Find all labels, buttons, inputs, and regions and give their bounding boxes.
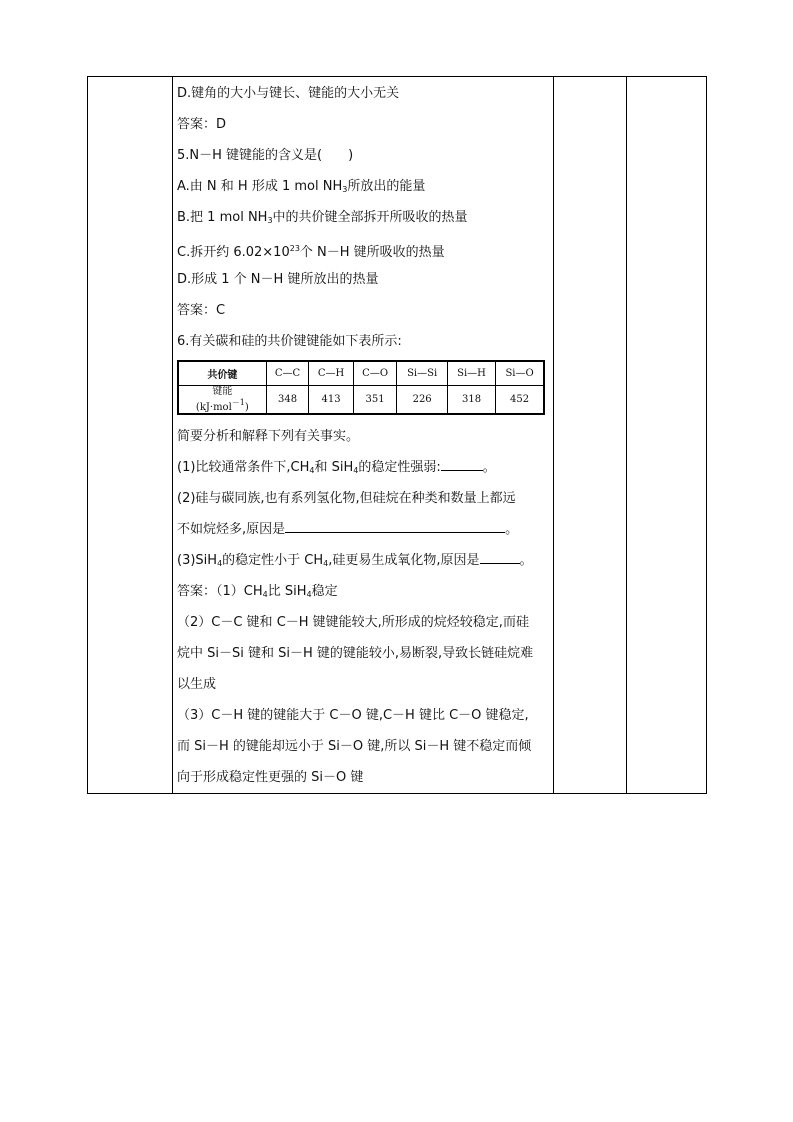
content-column [177, 78, 549, 793]
answer-blank [441, 456, 483, 471]
q5-option-c: C.拆开约 $6.02\times 10^{23}$个 N－H 键所吸收的热量 [177, 244, 445, 260]
energy-value: 318 [447, 385, 495, 414]
q6-part-3: (3)SiH$_4$的稳定性小于 $CH_4$,硅更易生成氧化物,原因是 。 [177, 545, 549, 576]
q6-answer-2-line1: （2）C－C 键和 C－H 键键能较大,所形成的烷烃较稳定,而硅 [177, 615, 529, 630]
q6-answer-2-line3: 以生成 [177, 677, 217, 692]
q5-answer: 答案：C [177, 303, 226, 318]
energy-value: 452 [496, 385, 544, 414]
bond-energy-row [178, 385, 544, 414]
q6-answer-3-line3: 向于形成稳定性更强的 Si－O 键 [177, 770, 364, 785]
column-divider [553, 77, 554, 793]
bond-header-label: 共价键 [178, 361, 266, 385]
q6-part-1: (1)比较通常条件下$,CH_4$和 SiH$_4$的稳定性强弱: 。 [177, 452, 549, 483]
q6-answer-3-line1: （3）C－H 键的键能大于 C－O 键,C－H 键比 C－O 键稳定, [177, 708, 529, 723]
bond-energy-table [177, 360, 545, 415]
bond-name: C—O [353, 361, 397, 385]
q5-option-a: A.由 N 和 H 形成 1 mol $NH_3$所放出的能量 [177, 179, 426, 194]
q6-answer-1: 答案：$(1)CH_4$比 SiH$_4$稳定 [177, 584, 338, 599]
bond-name: C—C [266, 361, 309, 385]
q4-option-d: D.键角的大小与键长、键能的大小无关 [177, 86, 400, 101]
energy-label: 键能 (kJ·mol$^{-1}$) [178, 385, 266, 414]
q5-stem: 5.N－H 键键能的含义是( ) [177, 148, 354, 163]
answer-blank [480, 549, 520, 564]
q6-part-2-line1: (2)硅与碳同族,也有系列氢化物,但硅烷在种类和数量上都远 [177, 491, 516, 506]
bond-name: C—H [309, 361, 353, 385]
q5-option-b: B.把 1 mol $NH_3$中的共价键全部拆开所吸收的热量 [177, 210, 468, 225]
q6-stem: 6.有关碳和硅的共价键键能如下表所示: [177, 334, 402, 349]
q6-prompt: 简要分析和解释下列有关事实。 [177, 429, 360, 444]
energy-value: 226 [397, 385, 447, 414]
q6-part-2-line2: 不如烷烃多,原因是 。 [177, 514, 549, 545]
q4-answer: 答案：D [177, 117, 227, 132]
q6-answer-3-line2: 而 Si－H 的键能却远小于 Si－O 键,所以 Si－H 键不稳定而倾 [177, 739, 532, 754]
bond-header-row [178, 361, 544, 385]
bond-name: Si—H [447, 361, 495, 385]
bond-name: Si—O [496, 361, 544, 385]
answer-blank [285, 518, 505, 533]
q5-option-d: D.形成 1 个 N－H 键所放出的热量 [177, 272, 379, 287]
energy-value: 348 [266, 385, 309, 414]
bond-name: Si—Si [397, 361, 447, 385]
q6-answer-2-line2: 烷中 Si－Si 键和 Si－H 键的键能较小,易断裂,导致长链硅烷难 [177, 646, 534, 661]
energy-value: 413 [309, 385, 353, 414]
column-divider [172, 77, 173, 793]
energy-value: 351 [353, 385, 397, 414]
column-divider [626, 77, 627, 793]
